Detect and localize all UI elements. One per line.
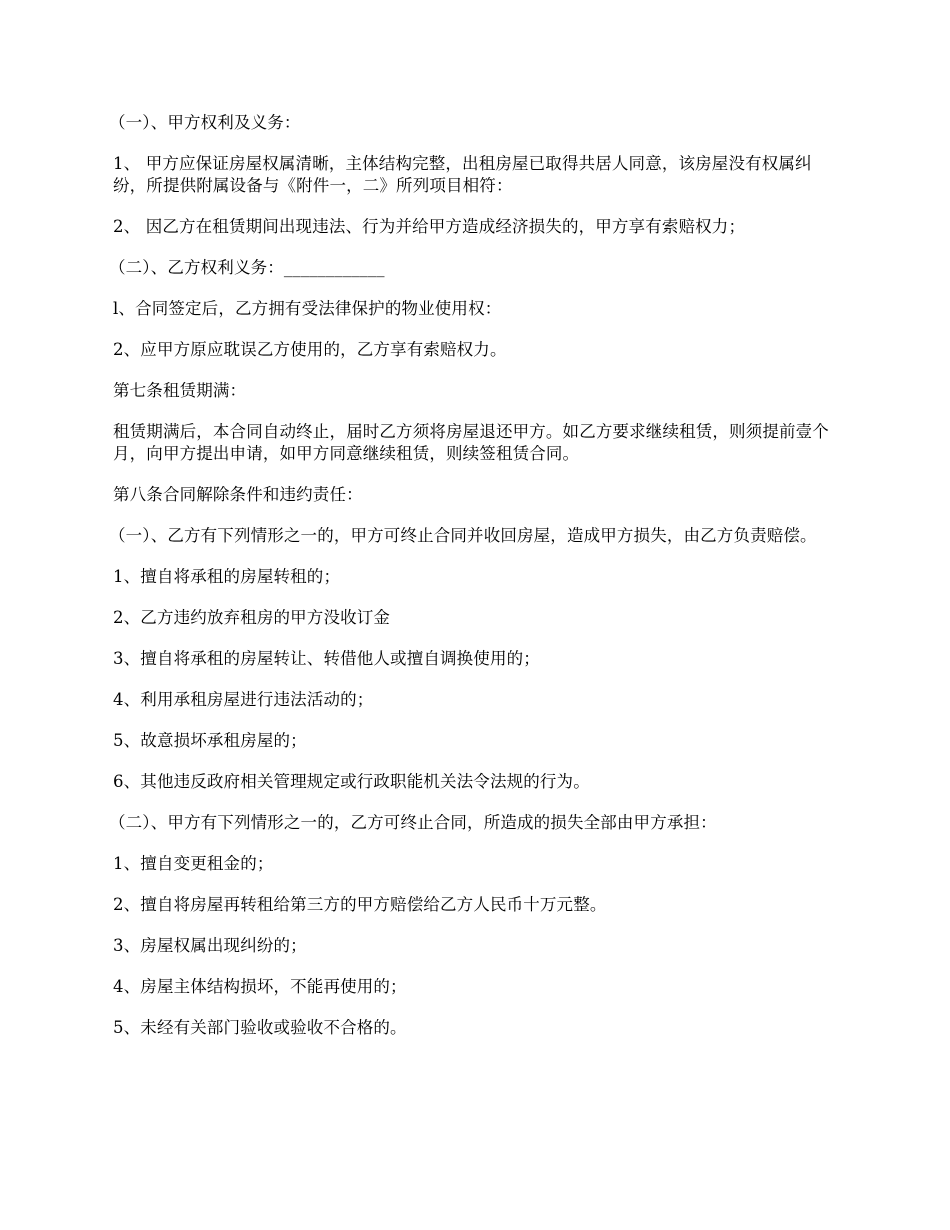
list-item: 6、其他违反政府相关管理规定或行政职能机关法令法规的行为。 (113, 772, 590, 791)
list-item: 4、房屋主体结构损坏，不能再使用的； (113, 977, 407, 996)
article-heading-lease-expiry: 第七条租赁期满： (113, 381, 247, 400)
list-item: 5、故意损坏承租房屋的； (113, 731, 307, 750)
article-heading-termination: 第八条合同解除条件和违约责任： (113, 485, 363, 504)
list-item: 2、擅自将房屋再转租给第三方的甲方赔偿给乙方人民币十万元整。 (113, 895, 607, 914)
section-heading-party-a-breach: （二）、甲方有下列情形之一的，乙方可终止合同，所造成的损失全部由甲方承担： (109, 813, 717, 832)
list-item: 3、擅自将承租的房屋转让、转借他人或擅自调换使用的； (113, 649, 540, 668)
clause-paragraph: 2、 因乙方在租赁期间出现违法、行为并给甲方造成经济损失的，甲方享有索赔权力； (113, 217, 746, 236)
clause-paragraph: 1、 甲方应保证房屋权属清晰，主体结构完整，出租房屋已取得共居人同意，该房屋没有权属纠纷，所提供附属设备与《附件一，二》所列项目相符： (113, 154, 812, 195)
list-item: 5、未经有关部门验收或验收不合格的。 (113, 1018, 407, 1037)
list-item: 3、房屋权属出现纠纷的； (113, 936, 307, 955)
list-item: 1、擅自将承租的房屋转租的； (113, 567, 341, 586)
section-heading-party-b-rights: （二）、乙方权利义务：____________ (109, 258, 385, 277)
clause-paragraph: 2、应甲方原应耽误乙方使用的，乙方享有索赔权力。 (113, 340, 507, 359)
document-body (109, 112, 841, 1058)
list-item: 2、乙方违约放弃租房的甲方没收订金 (113, 608, 391, 627)
section-heading-party-b-breach: （一）、乙方有下列情形之一的，甲方可终止合同并收回房屋，造成甲方损失，由乙方负责赔偿。 (109, 526, 817, 545)
section-heading-party-a-rights: （一）、甲方权利及义务： (109, 113, 301, 132)
list-item: 1、擅自变更租金的； (113, 854, 274, 873)
clause-paragraph: l、合同签定后，乙方拥有受法律保护的物业使用权： (113, 299, 502, 318)
list-item: 4、利用承租房屋进行违法活动的； (113, 690, 374, 709)
clause-paragraph: 租赁期满后，本合同自动终止，届时乙方须将房屋退还甲方。如乙方要求继续租赁，则须提前壹个月，向甲方提出申请，如甲方同意继续租赁，则续签租赁合同。 (113, 422, 829, 463)
